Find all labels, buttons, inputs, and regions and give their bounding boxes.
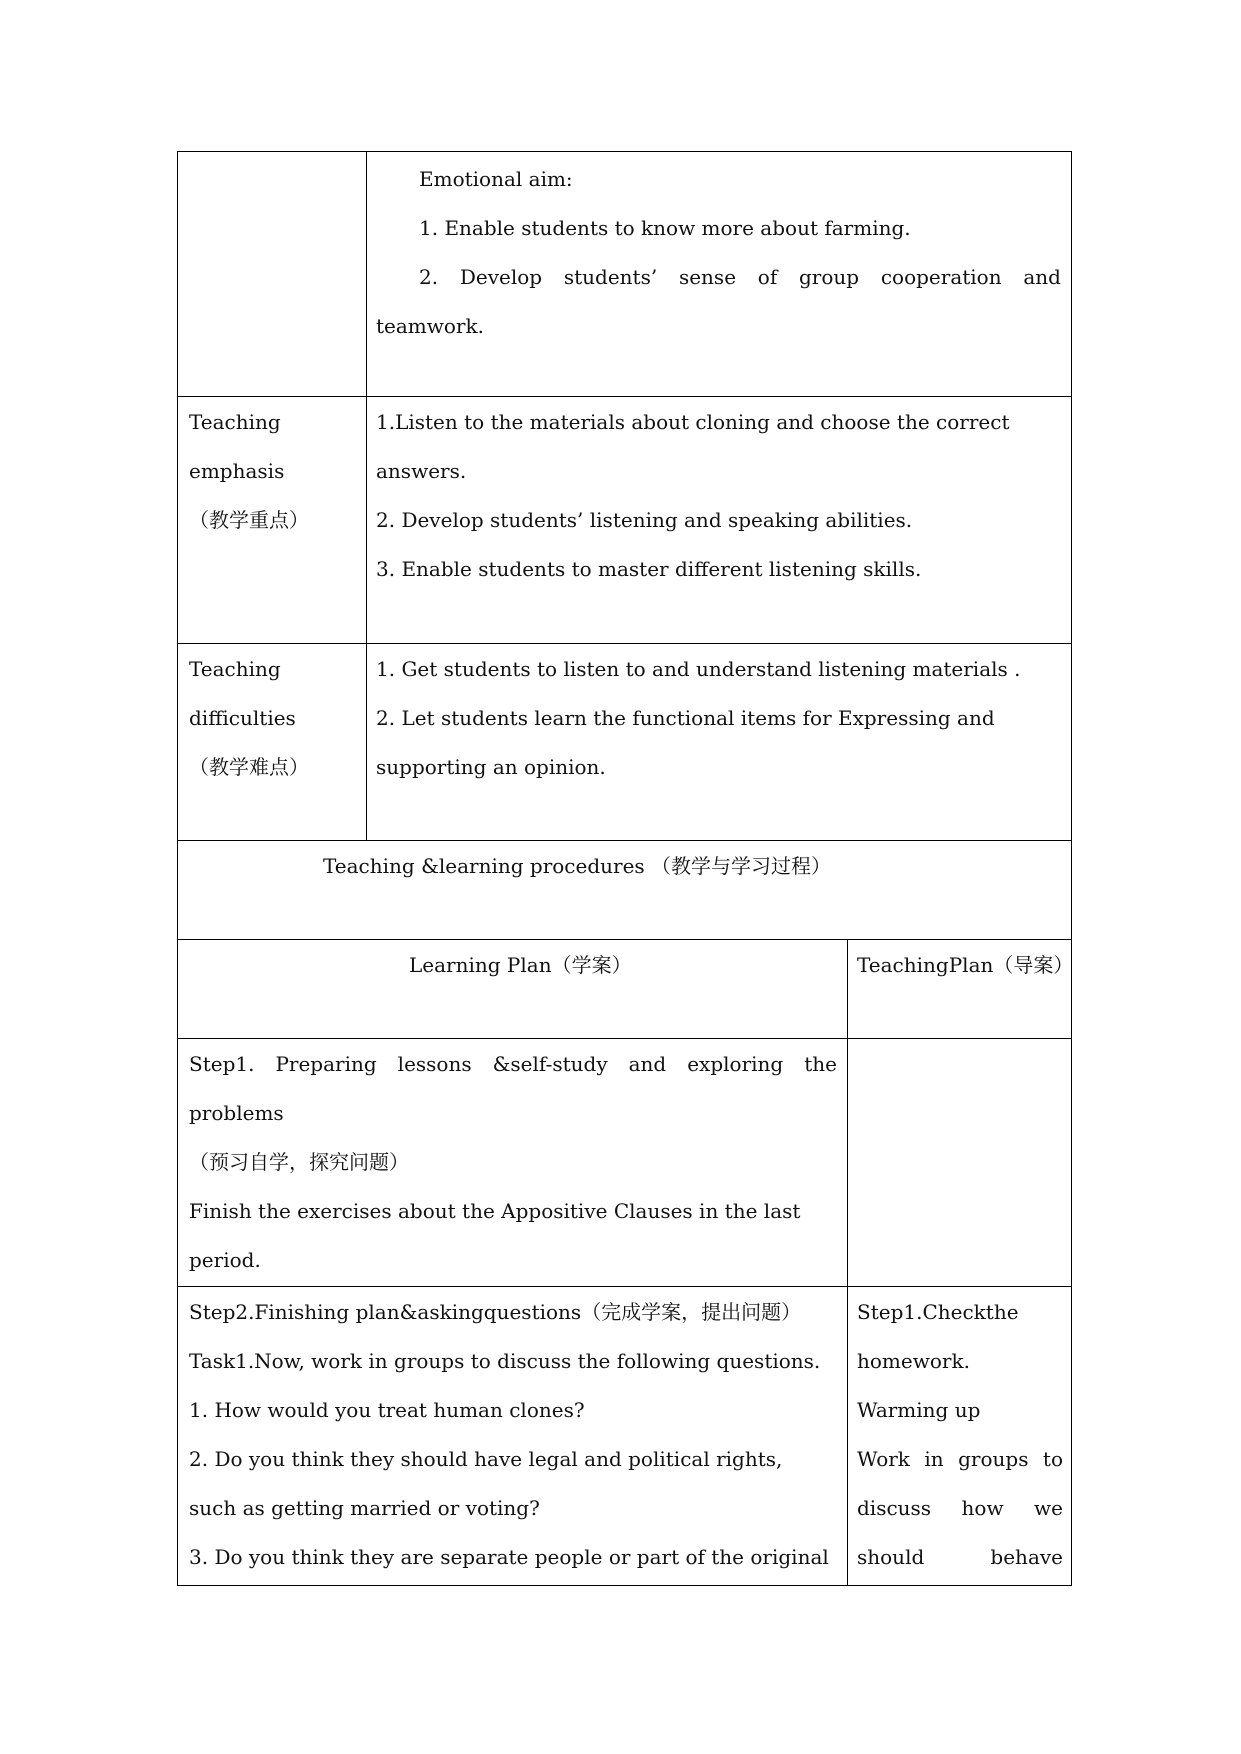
difficulties-item-2: 2. Let students learn the functional items for Expressing and — [376, 706, 995, 730]
emphasis-item-2: 2. Develop students’ listening and speaking abilities. — [376, 508, 913, 532]
emotional-aim-item-1: 1. Enable students to know more about farming. — [419, 216, 911, 240]
emphasis-label: Teaching — [189, 410, 281, 434]
teaching-difficulties-row: Teaching difficulties （教学难点） 1. Get students to listen to and understand listening materials . 2. Let students learn the functional items for Expressing and supporting an opinion. — [178, 644, 1071, 841]
teaching-plan-header: TeachingPlan（导案） — [857, 953, 1074, 977]
step2-task: Task1.Now, work in groups to discuss the following questions. — [189, 1349, 821, 1373]
question-2: 2. Do you think they should have legal and political rights, — [189, 1447, 783, 1471]
emotional-aim-item-2-cont: teamwork. — [376, 314, 484, 338]
learning-plan-header: Learning Plan（学案） — [409, 953, 632, 977]
step2-title: Step2.Finishing plan&askingquestions（完成学案，提出问题） — [189, 1300, 802, 1324]
emphasis-item-1: 1.Listen to the materials about cloning and choose the correct — [376, 410, 1010, 434]
question-1: 1. How would you treat human clones? — [189, 1398, 585, 1422]
difficulties-item-1: 1. Get students to listen to and understand listening materials . — [376, 657, 1021, 681]
emotional-aim-heading: Emotional aim: — [419, 167, 573, 191]
plan-header-row — [178, 940, 1074, 1039]
step1-row: Step1. Preparing lessons &self-study and exploring the problems （预习自学，探究问题） Finish the exercises about the Appositive Clauses in the last period. — [178, 1039, 1071, 1287]
warming-up: Warming up — [857, 1398, 981, 1422]
question-3: 3. Do you think they are separate people or part of the original — [189, 1545, 829, 1569]
teaching-step1: Step1.Checkthe — [857, 1300, 1019, 1324]
lesson-plan-table — [177, 151, 1072, 1586]
step1-title: Step1. Preparing lessons &self-study and exploring the — [189, 1052, 837, 1076]
procedures-title: Teaching &learning procedures （教学与学习过程） — [323, 854, 832, 878]
difficulties-label: Teaching — [189, 657, 281, 681]
teaching-emphasis-row: Teaching emphasis （教学重点） 1.Listen to the materials about cloning and choose the correct answers. 2. Develop students’ listening and speaking abilities. 3. Enable students to master different listening skills. — [178, 397, 1071, 644]
step2-row: Step2.Finishing plan&askingquestions（完成学案，提出问题） Task1.Now, work in groups to discuss the following questions. 1. How would you treat human clones? 2. Do you think they should have legal and political rights, such as getting married or voting? 3. Do you think they are separate people or part of the original Step1.Checkthe homework. Warming up Work in groups to discuss how we should behave — [178, 1287, 1071, 1585]
step1-task: Finish the exercises about the Appositive Clauses in the last — [189, 1199, 801, 1223]
emphasis-item-3: 3. Enable students to master different listening skills. — [376, 557, 922, 581]
emotional-aim-item-2: 2. Develop students’ sense of group cooperation and — [419, 265, 1061, 289]
emotional-aim-row — [178, 152, 1071, 397]
procedures-row — [178, 841, 1071, 940]
